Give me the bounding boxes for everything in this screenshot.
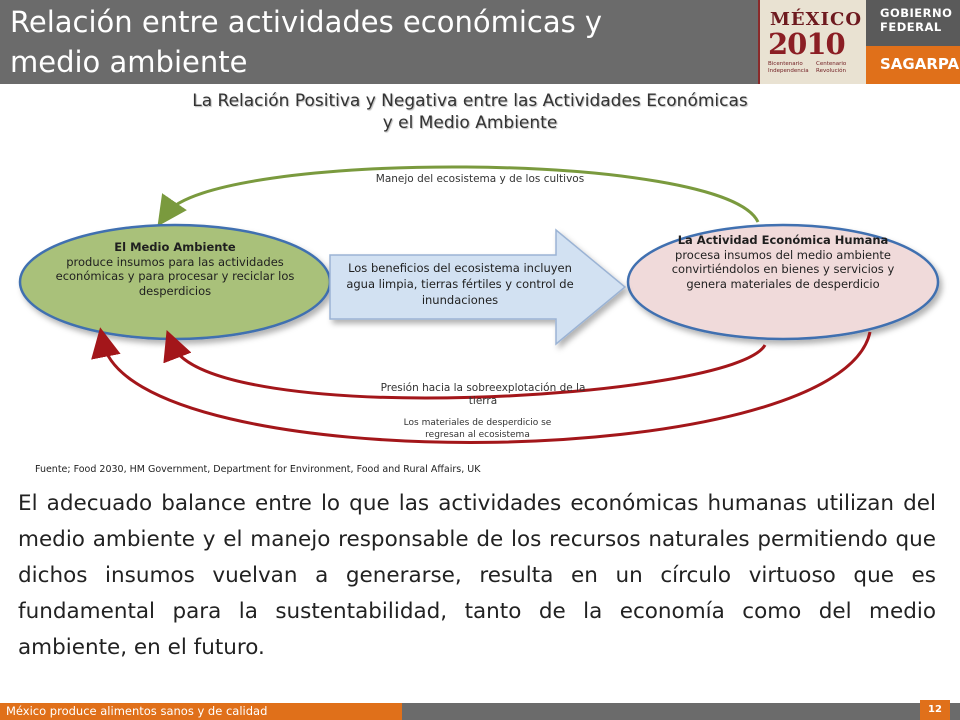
footer-tagline-bar — [0, 703, 402, 720]
centenario-caption: Centenario Revolución — [816, 61, 847, 74]
mexico-year: 2010 — [768, 27, 845, 61]
footer-bar — [402, 703, 960, 720]
mexico-word: MÉXICO — [770, 9, 863, 30]
gobierno-line-2: FEDERAL — [880, 20, 942, 34]
overexploitation-pressure-label: Presión hacia la sobreexplotación de la tierra — [380, 382, 586, 407]
environment-node — [55, 240, 295, 298]
economic-activity-node — [668, 233, 898, 291]
environment-body: produce insumos para las actividades económicas y para procesar y reciclar los desperdicios — [55, 254, 295, 298]
gobierno-line-1: GOBIERNO — [880, 6, 953, 20]
benefits-text: Los beneficios del ecosistema incluyen agua limpia, tierras fértiles y control de inundaciones — [346, 261, 574, 307]
title-line-2: medio ambiente — [10, 45, 248, 79]
sagarpa-text: SAGARPA — [880, 55, 960, 73]
activity-heading: La Actividad Económica Humana — [677, 233, 889, 247]
waste-return-label: Los materiales de desperdicio se regresan al ecosistema — [403, 418, 552, 440]
source-citation: Fuente; Food 2030, HM Government, Department for Environment, Food and Rural Affairs, UK — [35, 464, 481, 475]
diagram-title-line-1: La Relación Positiva y Negativa entre las Actividades Económicas — [192, 91, 748, 111]
environment-heading: El Medio Ambiente — [114, 240, 236, 254]
bicentenario-caption: Bicentenario Independencia — [768, 61, 809, 74]
title-line-1: Relación entre actividades económicas y — [10, 5, 603, 39]
page-number: 12 — [920, 700, 950, 720]
diagram-title-line-2: y el Medio Ambiente — [382, 113, 558, 133]
ecosystem-management-label: Manejo del ecosistema y de los cultivos — [375, 173, 585, 185]
activity-body: procesa insumos del medio ambiente convirtiéndolos en bienes y servicios y genera materiales de desperdicio — [671, 247, 895, 291]
footer-tagline: México produce alimentos sanos y de calidad — [6, 704, 268, 718]
body-paragraph: El adecuado balance entre lo que las actividades económicas humanas utilizan del medio ambiente y el manejo responsable de los recursos naturales permitiendo que dichos insumos vuelvan a generarse, resulta en un círculo virtuoso que es fundamental para la sustentabilidad, tanto de la economía como del medio ambiente, en el futuro. — [18, 491, 936, 660]
